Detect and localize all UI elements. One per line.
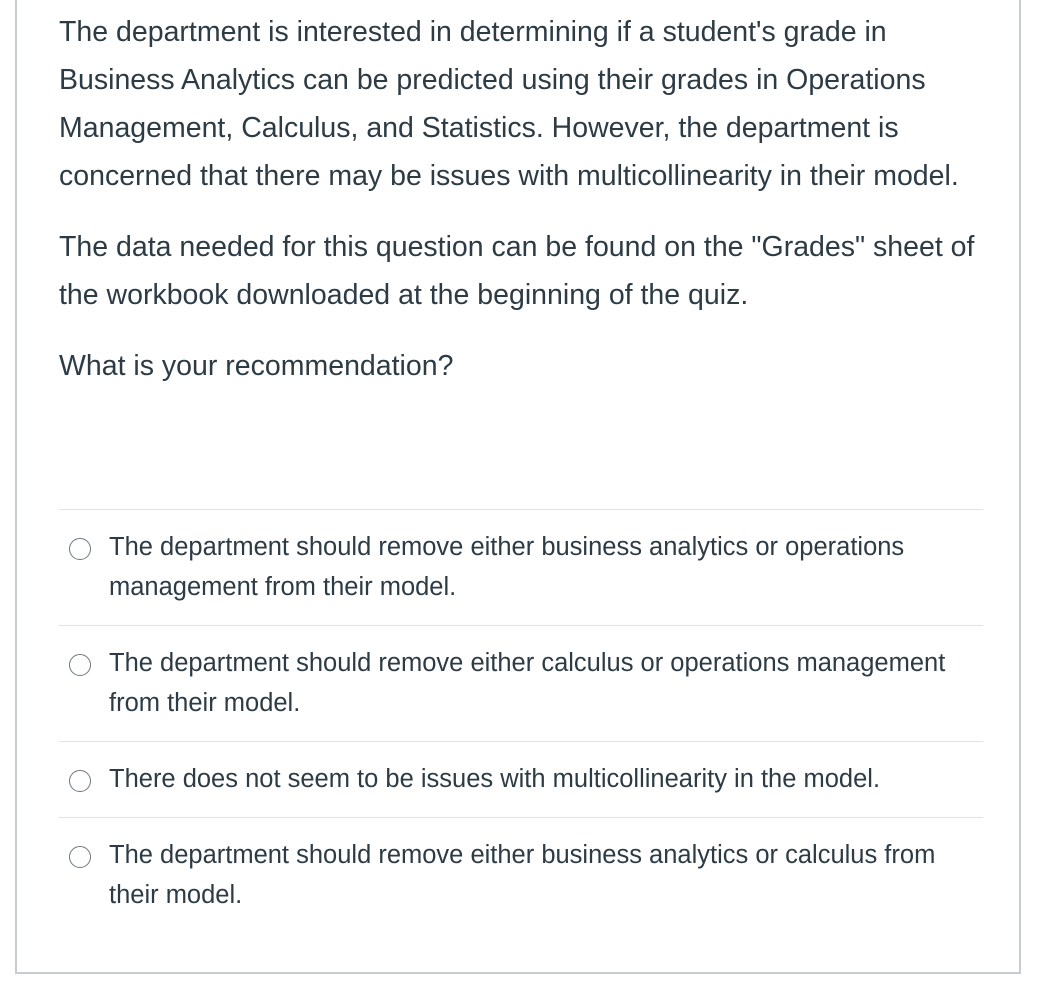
radio-button-icon[interactable] bbox=[69, 770, 91, 792]
question-text bbox=[59, 8, 989, 390]
answer-option-label[interactable]: The department should remove either business analytics or operations management from their model. bbox=[109, 533, 905, 601]
question-card bbox=[15, 0, 1021, 974]
answer-option-label[interactable]: There does not seem to be issues with multicollinearity in the model. bbox=[109, 765, 881, 793]
question-paragraph-data-source: The data needed for this question can be found on the "Grades" sheet of the workbook downloaded at the beginning of the quiz. bbox=[59, 231, 975, 311]
radio-button-icon[interactable] bbox=[69, 654, 91, 676]
answer-option-2[interactable] bbox=[59, 625, 983, 741]
answer-option-3[interactable] bbox=[59, 741, 983, 817]
answer-option-label[interactable]: The department should remove either business analytics or calculus from their model. bbox=[109, 841, 936, 909]
question-prompt: What is your recommendation? bbox=[59, 350, 454, 382]
answer-option-label[interactable]: The department should remove either calculus or operations management from their model. bbox=[109, 649, 946, 717]
question-paragraph-description: The department is interested in determining if a student's grade in Business Analytics can be predicted using their grades in Operations Management, Calculus, and Statistics. However, the department is concerned that there may be issues with multicollinearity in their model. bbox=[59, 16, 959, 192]
answer-option-1[interactable] bbox=[59, 509, 983, 625]
radio-button-icon[interactable] bbox=[69, 846, 91, 868]
answer-option-4[interactable] bbox=[59, 817, 983, 933]
answer-list bbox=[59, 509, 983, 933]
radio-button-icon[interactable] bbox=[69, 538, 91, 560]
